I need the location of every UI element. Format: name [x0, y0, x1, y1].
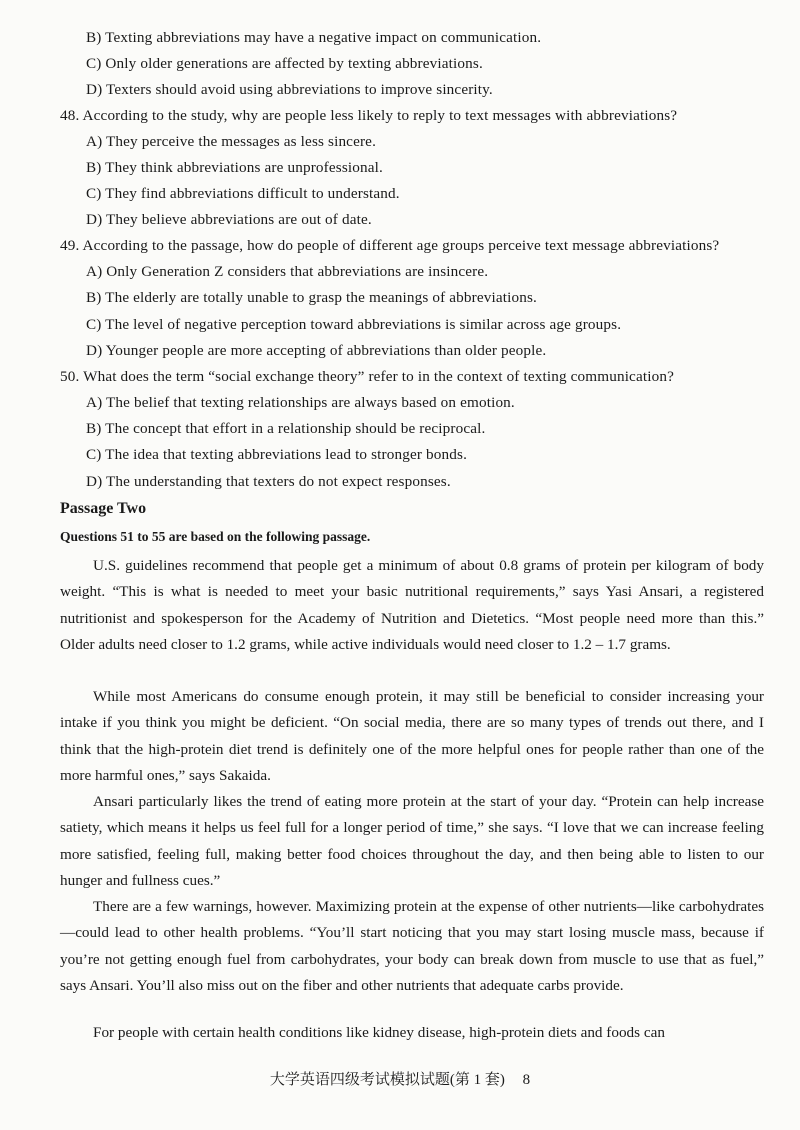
- passage-paragraph: There are a few warnings, however. Maximizing protein at the expense of other nutrients—like carbohydrates—could lead to other health problems. “You’ll start noticing that you may start losing muscle mass, because if you’re not getting enough fuel from carbohydrates, your body can break down from muscle to use that as fuel,” says Ansari. You’ll also miss out on the fiber and other nutrients that adequate carbs provide.: [60, 898, 764, 994]
- q48-option-b: B) They think abbreviations are unprofessional.: [86, 159, 383, 176]
- q48-option-d: D) They believe abbreviations are out of date.: [86, 211, 372, 228]
- q50-stem: 50. What does the term “social exchange theory” refer to in the context of texting communication?: [60, 368, 674, 385]
- page-footer: [0, 1068, 800, 1089]
- q50-option-c: C) The idea that texting abbreviations lead to stronger bonds.: [86, 446, 468, 463]
- q49-stem: 49. According to the passage, how do people of different age groups perceive text message abbreviations?: [60, 237, 720, 254]
- q48-option-c: C) They find abbreviations difficult to understand.: [86, 185, 400, 202]
- passage-two-title: Passage Two: [60, 500, 147, 517]
- q49-option-c: C) The level of negative perception toward abbreviations is similar across age groups.: [86, 316, 622, 333]
- passage-paragraph: Ansari particularly likes the trend of eating more protein at the start of your day. “Protein can help increase satiety, which means it helps us feel full for a longer period of time,” she says. “I love that we can increase feeling more satisfied, feeling full, making better food choices throughout the day, and then being able to listen to our hunger and fullness cues.”: [60, 793, 764, 889]
- q48-option-a: A) They perceive the messages as less sincere.: [86, 133, 377, 150]
- q49-option-d: D) Younger people are more accepting of abbreviations than older people.: [86, 342, 547, 359]
- passage-paragraph: While most Americans do consume enough protein, it may still be beneficial to consider increasing your intake if you think you might be deficient. “On social media, there are so many types of trends out there, and I think that the high-protein diet trend is definitely one of the more helpful ones for people rather than one of the more harmful ones,” says Sakaida.: [60, 688, 764, 784]
- q47-option-d: D) Texters should avoid using abbreviations to improve sincerity.: [86, 81, 493, 98]
- q47-option-c: C) Only older generations are affected by texting abbreviations.: [86, 55, 483, 72]
- footer-title: 大学英语四级考试模拟试题(第 1 套): [269, 1072, 505, 1088]
- q50-option-d: D) The understanding that texters do not expect responses.: [86, 473, 451, 490]
- passage-paragraph: U.S. guidelines recommend that people get a minimum of about 0.8 grams of protein per kilogram of body weight. “This is what is needed to meet your basic nutritional requirements,” says Yasi Ansari, a registered nutritionist and spokesperson for the Academy of Nutrition and Dietetics. “Most people need more than this.” Older adults need closer to 1.2 grams, while active individuals would need closer to 1.2 – 1.7 grams.: [60, 557, 764, 653]
- passage-paragraph: For people with certain health conditions like kidney disease, high-protein diets and foods can: [93, 1024, 665, 1041]
- q49-option-b: B) The elderly are totally unable to grasp the meanings of abbreviations.: [86, 289, 537, 306]
- page-number: 8: [522, 1072, 531, 1088]
- passage-instruction: Questions 51 to 55 are based on the following passage.: [60, 529, 371, 544]
- q49-option-a: A) Only Generation Z considers that abbreviations are insincere.: [86, 263, 489, 280]
- q48-stem: 48. According to the study, why are people less likely to reply to text messages with abbreviations?: [60, 107, 678, 124]
- q50-option-a: A) The belief that texting relationships are always based on emotion.: [86, 394, 515, 411]
- q50-option-b: B) The concept that effort in a relationship should be reciprocal.: [86, 420, 486, 437]
- q47-option-b: B) Texting abbreviations may have a negative impact on communication.: [86, 29, 542, 46]
